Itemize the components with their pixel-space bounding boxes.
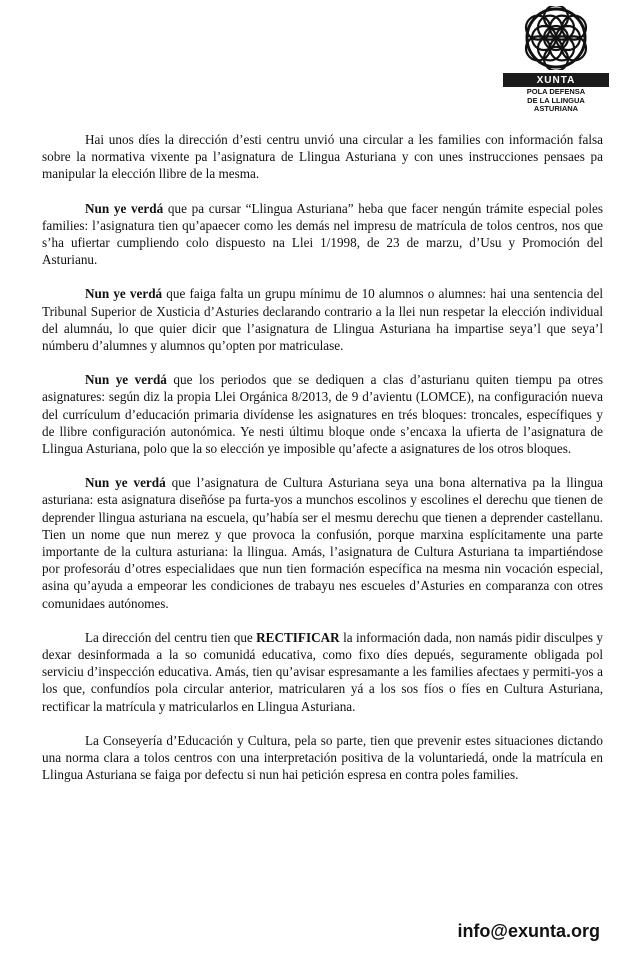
emphasis: Nun ye verdá [85, 286, 163, 302]
paragraph-text: que faiga falta un grupu mínimu de 10 alumnos o alumnes: hai una sentencia del Tribunal Superior de Xusticia d’Asturies declarando contrario a la llei nun respetar la elección individual del alumnáu, lo que quier dicir que l’asignatura de Llingua Asturiana ha impartise seya’l que seya’l númberu d’alumnes y alumnos qu’opten por matriculase. [42, 286, 603, 354]
paragraph-claim-1 [42, 200, 603, 269]
paragraph-text: Hai unos díes la dirección d’esti centru unvió una circular a les families con información falsa sobre la normativa vixente pa l’asignatura de Llingua Asturiana y con unes instrucciones pensaes pa manipular la elección llibre de la mesma. [42, 132, 603, 182]
emphasis: Nun ye verdá [85, 200, 164, 216]
paragraph-text: que los periodos que se dediquen a clas d’asturianu quiten tiempu pa otres asignatures: según diz la propia Llei Orgánica 8/2013, de 9 d’avientu (LOMCE), na configuración nueva del currículum d’educación primaria divídense les asignatures en trés bloques: troncales, específiques y de llibre configuración autonómica. Ye nesti últimu bloque onde s’encaxa la ufierta de l’asignatura de Llingua Asturiana, polo que la so elección ye imposible qu’afecte a asignatures de los otros bloques. [42, 372, 604, 457]
logo-tagline [503, 88, 609, 114]
xunta-logo [503, 6, 609, 114]
paragraph-intro [42, 131, 603, 183]
paragraph-claim-2 [42, 285, 603, 354]
logo-tagline-line-3: ASTURIANA [533, 104, 579, 113]
logo-tagline-line-1: POLA DEFENSA [526, 87, 586, 96]
paragraph-conseyeria [42, 732, 603, 784]
emphasis: Nun ye verdá [85, 475, 166, 491]
paragraph-text: que pa cursar “Llingua Asturiana” heba que facer nengún trámite especial poles families: l’asignatura tien qu’apaecer como les demás nel impresu de matrícula de tolos centros, nos que s’ha ufiertar cumpliendo colo dispuesto na Llei 1/1998, de 23 de marzu, d’Usu y Promoción del Asturianu. [42, 200, 603, 268]
flower-of-life-icon [519, 6, 593, 70]
paragraph-text: que l’asignatura de Cultura Asturiana seya una bona alternativa pa la llingua asturiana: esta asignatura diseñóse pa furta-yos a munchos escolinos y escolines el derechu que tienen de deprender llingua asturiana na escuela, qu’había ser el mesmu derechu que tienen a deprender castellanu. Tien un nome que nun merez y que provoca la confusión, porque marxina esplícitamente una parte importante de la cultura asturiana: la llingua. Amás, l’asignatura de Cultura Asturiana ta impartiéndose por profesoráu d’otres especialidaes que nun tien formación específica na mesma nin vocación especial, asina qu’ayuda a empeorar les condiciones de trabayu nes escueles d’Asturies en comparanza con otres comunidaes autónomes. [42, 475, 603, 611]
logo-name: XUNTA [503, 73, 609, 87]
paragraph-rectify [42, 629, 603, 715]
contact-email: info@exunta.org [457, 921, 600, 941]
emphasis: Nun ye verdá [85, 372, 167, 388]
paragraph-text-lead: La dirección del centru tien que [85, 629, 257, 645]
letter-body [42, 131, 603, 801]
paragraph-claim-4 [42, 474, 603, 612]
paragraph-text: La Conseyería d’Educación y Cultura, pela so parte, tien que prevenir estes situaciones dictando una norma clara a tolos centros con una interpretación positiva de la voluntariedá, onde la matrícula en Llingua Asturiana se faiga por defectu si nun hai petición espresa en contra poles families. [42, 732, 603, 783]
logo-tagline-line-2: DE LA LLINGUA [527, 95, 585, 105]
emphasis: RECTIFICAR [256, 629, 340, 645]
paragraph-text: la información dada, non namás pidir disculpes y dexar desinformada a la so comunidá educativa, como fixo díes depués, seguramente obligada pol serviciu d’inspección educativa. Amás, tien qu’avisar espresamante a les families afectaes y permiti-yos a los que, confundíos pola circular anterior, matricularen yá a los sos fíos o fíes en Cultura Asturiana, rectificar la matrícula y matricularlos en Llingua Asturiana. [42, 629, 603, 714]
paragraph-claim-3 [42, 371, 603, 457]
